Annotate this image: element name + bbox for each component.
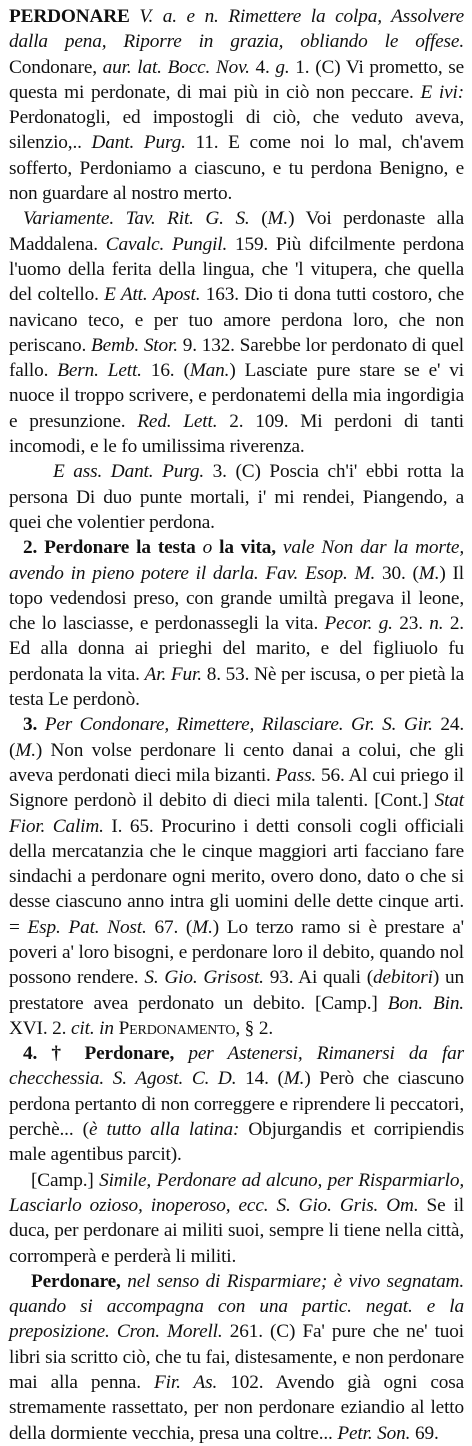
entry-perdonare-sense-4-simile: [Camp.] Simile, Perdonare ad alcuno, per Risparmiarlo, Lasciarlo ozioso, inoperoso, ecc. S. Gio. Gris. Om. Se il duca, per perdonare ai militi suoi, sempre li tiene nella città, corromperà e perderà li militi.	[9, 1169, 464, 1267]
entry-perdonare-sense-3: 3. Per Condonare, Rimettere, Rilasciare. Gr. S. Gir. 24. (M.) Non volse perdonare li cento danai a colui, che gli aveva perdonati dieci mila bizanti. Pass. 56. Al cui priego il Signore perdonò il debito di dieci mila talenti. [Cont.] Stat Fior. Calim. I. 65. Procurino i detti consoli cogli officiali della mercatanzia che le cinque maggiori arti facciano fare sindachi a perdonare ogni merito, overo dono, dato o che si desse ciascuno anno intra gli uomini delle dette cinque arti. = Esp. Pat. Nost. 67. (M.) Lo terzo ramo si è prestare a' poveri a' loro bisogni, e perdonare loro il debito, quando nol possono rendere. S. Gio. Grisost. 93. Ai quali (debitori) un prestatore avea perdonato un debito. [Camp.] Bon. Bin. XVI. 2. cit. in Perdonamento, § 2.	[9, 714, 464, 1039]
entry-perdonare-risparmiare: Perdonare, nel senso di Risparmiare; è vivo segnatam. quando si accompagna con una partic. negat. e la preposizione. Cron. Morell. 261. (C) Fa' pure che ne' tuoi libri sia scritto ciò, che tu fai, distesamente, e non perdonare mai alla penna. Fir. As. 102. Avendo già ogni cosa stremamente rassettato, per non perdonare eziandio al letto della dormiente vecchia, presa una coltre... Petr. Son. 69.	[9, 1270, 465, 1444]
entry-perdonare-sense-2: 2. Perdonare la testa o la vita, vale Non dar la morte, avendo in pieno potere il darla. Fav. Esop. M. 30. (M.) Il topo vedendosi preso, con grande umiltà pregava il leone, che lo lasciasse, e perdonassegli la vita. Pecor. g. 23. n. 2. Ed alla donna ai prieghi del marito, e del figliuolo fu perdonata la vita. Ar. Fur. 8. 53. Nè per iscusa, o per pietà la testa Le perdonò.	[9, 537, 465, 711]
headword: PERDONARE	[9, 6, 130, 27]
entry-perdonare-variant: Variamente. Tav. Rit. G. S. (M.) Voi perdonaste alla Maddalena. Cavalc. Pungil. 159. Più difcilmente perdona l'uomo della ferita della lingua, che 'l vitupera, che quella del coltello. E Att. Apost. 163. Dio ti dona tutti costoro, che navicano teco, e per tuo amore perdona loro, che non periscano. Bemb. Stor. 9. 132. Sarebbe lor perdonato di quel fallo. Bern. Lett. 16. (Man.) Lasciate pure stare se e' vi nuoce il troppo scrivere, e perdonatemi della mia ingordigia e presunzione. Red. Lett. 2. 109. Mi perdoni di tanti incomodi, e le fo umilissima riverenza.	[9, 208, 465, 458]
entry-perdonare-sense-4: 4. † Perdonare, per Astenersi, Rimanersi da far checchessia. S. Agost. C. D. 14. (M.) Però che ciascuno perdona pertanto di non correggere e riprendere li peccatori, perchè... (è tutto alla latina: Objurgandis et corripiendis male agentibus parcit).	[9, 1043, 465, 1166]
entry-perdonare-sense-1: PERDONARE V. a. e n. Rimettere la colpa, Assolvere dalla pena, Riporre in grazia, obliando le offese. Condonare, aur. lat. Bocc. Nov. 4. g. 1. (C) Vi prometto, se questa mi perdonate, di mai più in ciò non peccare. E ivi: Perdonatogli, ed impostogli di ciò, che veduto aveva, silenzio,.. Dant. Purg. 11. E come noi lo mal, ch'avem sofferto, Perdoniamo a ciascuno, e tu perdona Benigno, e non guardare al nostro merto.	[9, 6, 465, 205]
entry-perdonare-absolute: E ass. Dant. Purg. 3. (C) Poscia ch'i' ebbi rotta la persona Di duo punte mortali, i' mi rendei, Piangendo, a quei che volentier perdona.	[9, 461, 464, 533]
